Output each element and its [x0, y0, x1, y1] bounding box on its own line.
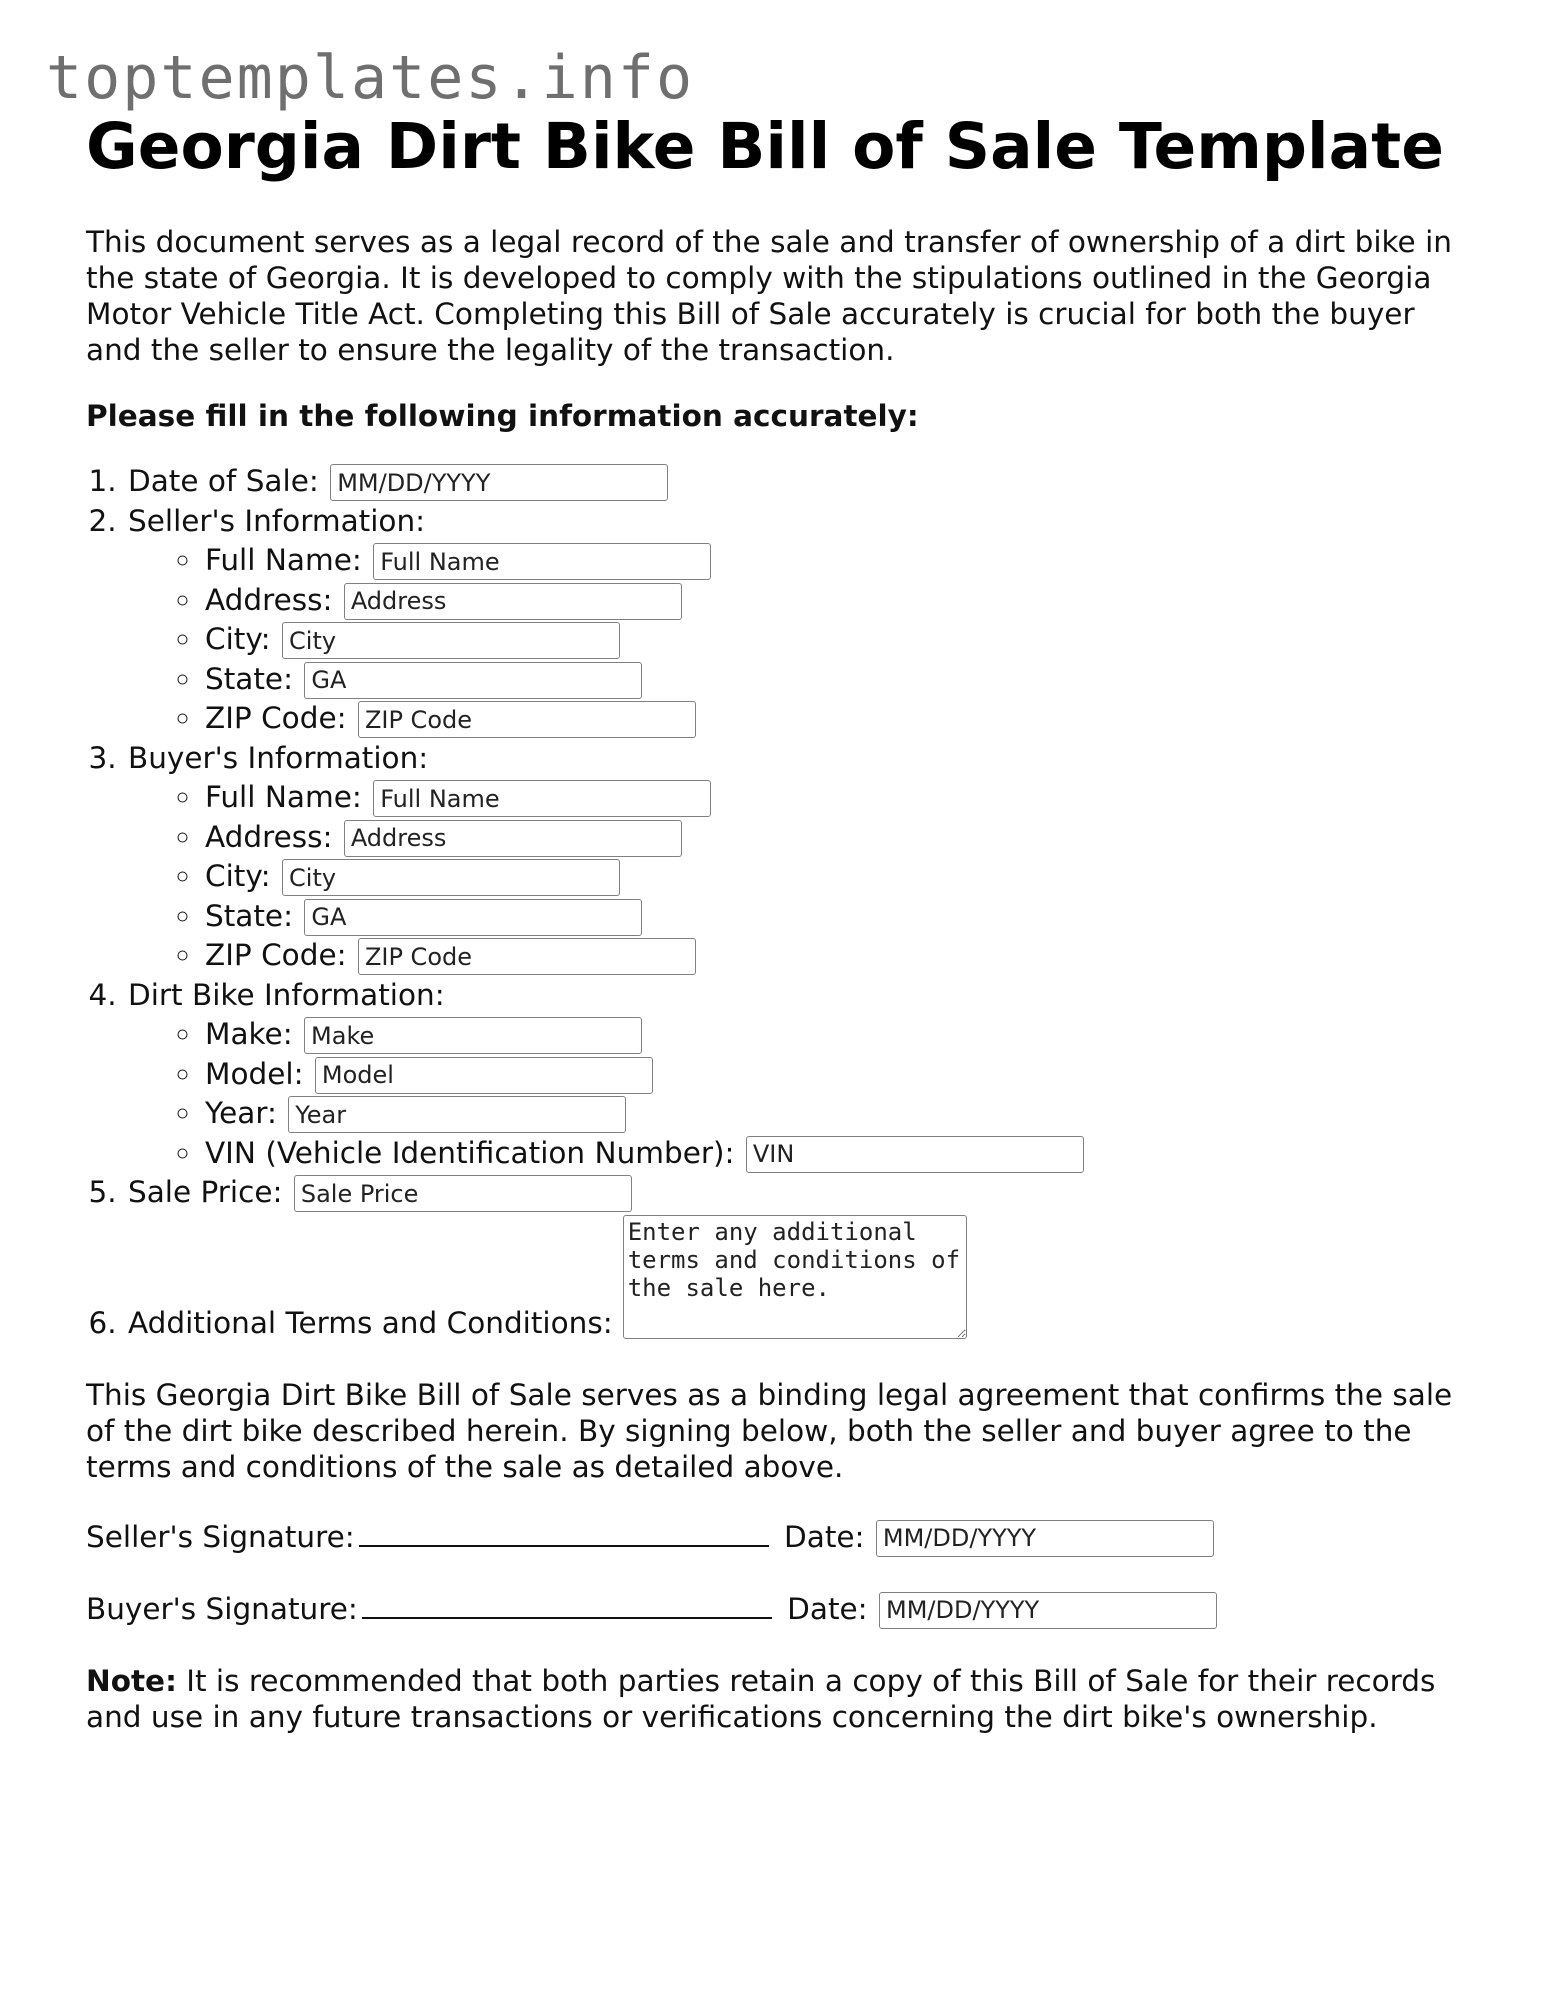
buyer-state-item [203, 897, 1466, 937]
seller-city-item [203, 620, 1466, 660]
seller-address-label: Address: [205, 582, 333, 617]
page-title: Georgia Dirt Bike Bill of Sale Template [86, 110, 1444, 183]
bike-fields [128, 1015, 1466, 1173]
seller-signature-date-input[interactable] [876, 1520, 1214, 1557]
seller-signature-line[interactable] [359, 1519, 769, 1547]
note-text: It is recommended that both parties retain a copy of this Bill of Sale for their records and use in any future transactions or verifications concerning the dirt bike's ownership. [86, 1663, 1436, 1734]
buyer-signature-label: Buyer's Signature: [86, 1591, 358, 1626]
instructions-heading: Please fill in the following information accurately: [86, 399, 919, 433]
seller-zip-item [203, 699, 1466, 739]
buyer-full-name-item [203, 778, 1466, 818]
bike-vin-item [203, 1134, 1466, 1174]
buyer-full-name-label: Full Name: [205, 780, 362, 814]
seller-full-name-label: Full Name: [205, 543, 362, 577]
date-of-sale-item [126, 462, 1466, 502]
buyer-signature-row [86, 1591, 1466, 1629]
intro-paragraph: This document serves as a legal record of the sale and transfer of ownership of a dirt bike in the state of Georgia. It is developed to comply with the stipulations outlined in the Georgia Motor Vehicle Title Act. Completing this Bill of Sale accurately is crucial for both the buyer and the seller to ensure the legality of the transaction. [86, 225, 1452, 367]
seller-section [126, 502, 1466, 739]
buyer-city-input[interactable] [282, 859, 620, 896]
seller-address-item [203, 581, 1466, 621]
bike-model-label: Model: [205, 1056, 304, 1091]
seller-state-item [203, 660, 1466, 700]
seller-heading: Seller's Information: [128, 503, 426, 538]
seller-city-input[interactable] [282, 622, 620, 659]
buyer-full-name-input[interactable] [373, 780, 711, 817]
buyer-signature-line[interactable] [362, 1591, 772, 1619]
sale-price-item [126, 1173, 1466, 1213]
terms-textarea[interactable] [623, 1215, 967, 1339]
buyer-signature-date-input[interactable] [879, 1592, 1217, 1629]
bike-make-label: Make: [205, 1017, 293, 1051]
note-label: Note: [86, 1663, 177, 1698]
bike-vin-input[interactable] [746, 1136, 1084, 1173]
date-of-sale-input[interactable] [330, 464, 668, 501]
buyer-section [126, 739, 1466, 976]
seller-address-input[interactable] [344, 583, 682, 620]
buyer-city-item [203, 857, 1466, 897]
bike-model-item [203, 1055, 1466, 1095]
buyer-zip-item [203, 936, 1466, 976]
sale-price-input[interactable] [294, 1175, 632, 1212]
seller-state-input[interactable] [304, 662, 642, 699]
buyer-state-input[interactable] [304, 899, 642, 936]
buyer-zip-label: ZIP Code: [205, 938, 347, 972]
bike-make-item [203, 1015, 1466, 1055]
bike-heading: Dirt Bike Information: [128, 977, 445, 1012]
seller-state-label: State: [205, 661, 294, 696]
date-of-sale-label: Date of Sale: [128, 464, 319, 498]
bike-section [126, 976, 1466, 1174]
agreement-paragraph: This Georgia Dirt Bike Bill of Sale serves as a binding legal agreement that confirms the sale of the dirt bike described herein. By signing below, both the seller and buyer agree to the terms and conditions of the sale as detailed above. [86, 1377, 1453, 1484]
sale-price-label: Sale Price: [128, 1175, 283, 1209]
bike-year-label: Year: [205, 1096, 277, 1130]
seller-full-name-item [203, 541, 1466, 581]
seller-signature-row [86, 1519, 1466, 1557]
bike-vin-label: VIN (Vehicle Identification Number): [205, 1135, 735, 1170]
buyer-address-label: Address: [205, 819, 333, 854]
seller-fields [128, 541, 1466, 739]
seller-zip-input[interactable] [358, 701, 696, 738]
terms-item [126, 1215, 1466, 1341]
bike-year-input[interactable] [288, 1096, 626, 1133]
seller-zip-label: ZIP Code: [205, 701, 347, 735]
buyer-fields [128, 778, 1466, 976]
seller-signature-date-label: Date: [784, 1519, 865, 1554]
bike-year-item [203, 1094, 1466, 1134]
form-list [86, 462, 1466, 1341]
terms-label: 6. Additional Terms and Conditions: [128, 1305, 613, 1340]
seller-full-name-input[interactable] [373, 543, 711, 580]
terms-row [128, 1215, 1466, 1341]
bike-make-input[interactable] [304, 1017, 642, 1054]
note-paragraph [86, 1663, 1466, 1735]
buyer-address-item [203, 818, 1466, 858]
watermark: toptemplates.info [46, 43, 695, 113]
buyer-heading: Buyer's Information: [128, 740, 429, 775]
buyer-signature-date-label: Date: [787, 1591, 868, 1626]
document-body [86, 110, 1466, 1735]
buyer-zip-input[interactable] [358, 938, 696, 975]
seller-city-label: City: [205, 622, 271, 656]
buyer-address-input[interactable] [344, 820, 682, 857]
buyer-city-label: City: [205, 859, 271, 893]
bike-model-input[interactable] [315, 1057, 653, 1094]
buyer-state-label: State: [205, 898, 294, 933]
seller-signature-label: Seller's Signature: [86, 1519, 355, 1554]
